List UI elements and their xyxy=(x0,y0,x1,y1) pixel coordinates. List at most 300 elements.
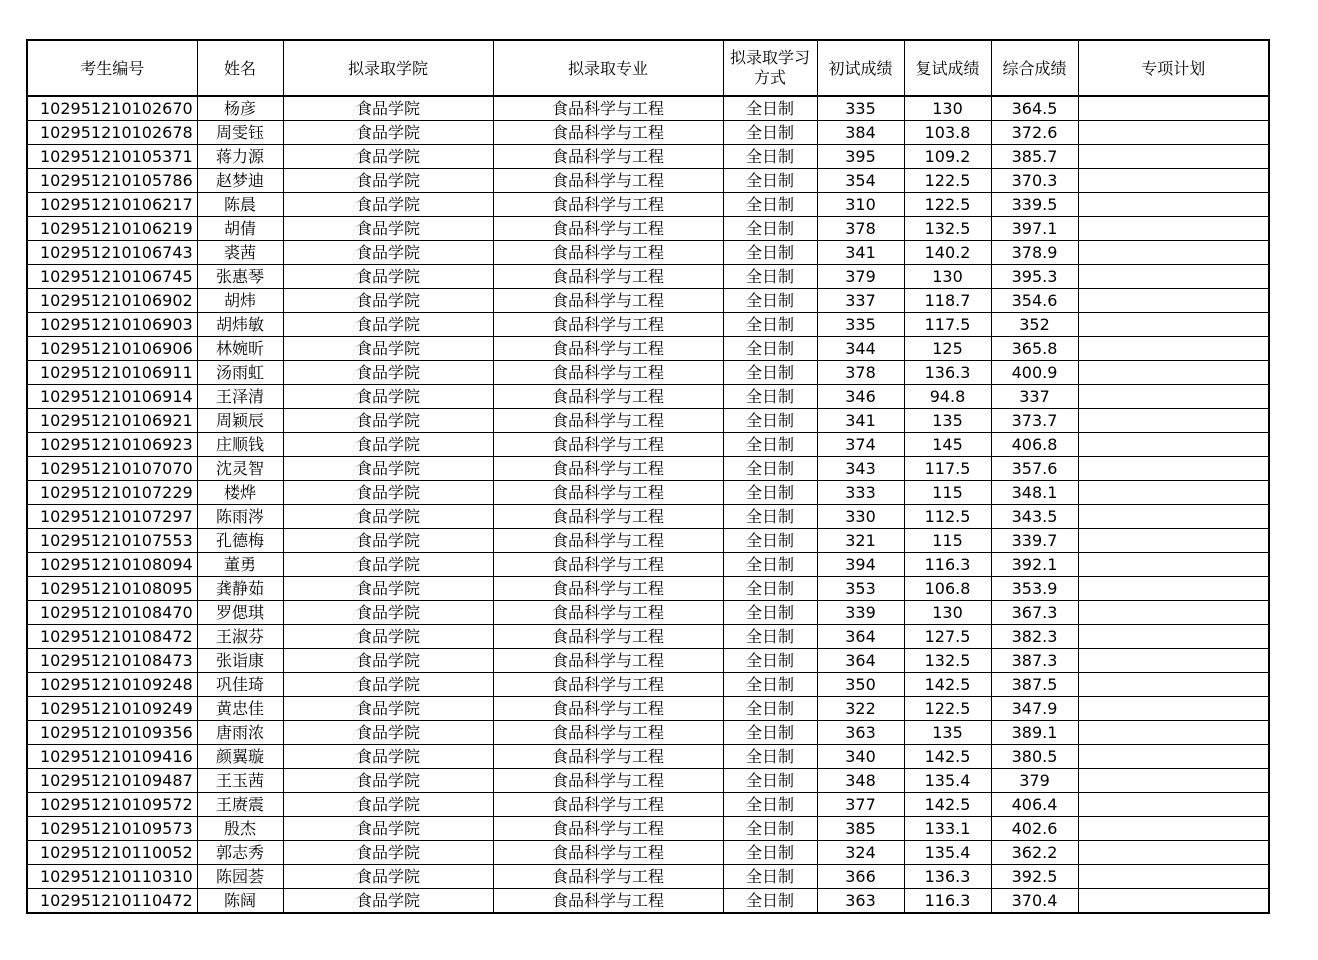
cell-college: 食品学院 xyxy=(283,745,493,769)
cell-total-score: 370.3 xyxy=(991,169,1078,193)
table-row xyxy=(27,817,1269,841)
table-row xyxy=(27,385,1269,409)
cell-college: 食品学院 xyxy=(283,169,493,193)
cell-special-plan xyxy=(1078,217,1269,241)
cell-major: 食品科学与工程 xyxy=(493,289,723,313)
cell-retest-score: 136.3 xyxy=(904,361,991,385)
cell-study-mode: 全日制 xyxy=(723,361,817,385)
table-row xyxy=(27,865,1269,889)
cell-retest-score: 117.5 xyxy=(904,457,991,481)
cell-name: 王玉茜 xyxy=(197,769,283,793)
cell-candidate-id: 102951210106219 xyxy=(27,217,197,241)
cell-total-score: 353.9 xyxy=(991,577,1078,601)
cell-retest-score: 132.5 xyxy=(904,649,991,673)
cell-total-score: 362.2 xyxy=(991,841,1078,865)
cell-name: 陈阔 xyxy=(197,889,283,914)
cell-study-mode: 全日制 xyxy=(723,481,817,505)
cell-total-score: 357.6 xyxy=(991,457,1078,481)
cell-name: 汤雨虹 xyxy=(197,361,283,385)
cell-retest-score: 122.5 xyxy=(904,169,991,193)
cell-initial-score: 341 xyxy=(817,409,904,433)
cell-major: 食品科学与工程 xyxy=(493,337,723,361)
cell-initial-score: 333 xyxy=(817,481,904,505)
admission-list-sheet xyxy=(26,39,1270,914)
cell-college: 食品学院 xyxy=(283,193,493,217)
cell-retest-score: 135.4 xyxy=(904,769,991,793)
cell-retest-score: 142.5 xyxy=(904,745,991,769)
cell-retest-score: 135 xyxy=(904,409,991,433)
cell-special-plan xyxy=(1078,625,1269,649)
cell-name: 胡炜敏 xyxy=(197,313,283,337)
header-study-mode: 拟录取学习方式 xyxy=(723,40,817,96)
cell-study-mode: 全日制 xyxy=(723,841,817,865)
cell-major: 食品科学与工程 xyxy=(493,673,723,697)
cell-study-mode: 全日制 xyxy=(723,505,817,529)
table-row xyxy=(27,529,1269,553)
cell-candidate-id: 102951210109248 xyxy=(27,673,197,697)
cell-candidate-id: 102951210109356 xyxy=(27,721,197,745)
cell-college: 食品学院 xyxy=(283,769,493,793)
cell-college: 食品学院 xyxy=(283,145,493,169)
cell-study-mode: 全日制 xyxy=(723,337,817,361)
cell-initial-score: 363 xyxy=(817,721,904,745)
table-row xyxy=(27,289,1269,313)
cell-total-score: 397.1 xyxy=(991,217,1078,241)
cell-total-score: 354.6 xyxy=(991,289,1078,313)
cell-initial-score: 378 xyxy=(817,217,904,241)
cell-candidate-id: 102951210106921 xyxy=(27,409,197,433)
cell-special-plan xyxy=(1078,265,1269,289)
cell-initial-score: 344 xyxy=(817,337,904,361)
cell-candidate-id: 102951210105371 xyxy=(27,145,197,169)
cell-college: 食品学院 xyxy=(283,817,493,841)
cell-candidate-id: 102951210108470 xyxy=(27,601,197,625)
cell-special-plan xyxy=(1078,361,1269,385)
cell-total-score: 395.3 xyxy=(991,265,1078,289)
cell-total-score: 382.3 xyxy=(991,625,1078,649)
cell-total-score: 402.6 xyxy=(991,817,1078,841)
cell-special-plan xyxy=(1078,96,1269,121)
cell-college: 食品学院 xyxy=(283,649,493,673)
cell-major: 食品科学与工程 xyxy=(493,865,723,889)
cell-major: 食品科学与工程 xyxy=(493,193,723,217)
cell-candidate-id: 102951210107553 xyxy=(27,529,197,553)
cell-name: 王泽清 xyxy=(197,385,283,409)
cell-name: 殷杰 xyxy=(197,817,283,841)
cell-major: 食品科学与工程 xyxy=(493,433,723,457)
cell-study-mode: 全日制 xyxy=(723,769,817,793)
cell-study-mode: 全日制 xyxy=(723,793,817,817)
cell-major: 食品科学与工程 xyxy=(493,577,723,601)
cell-total-score: 406.8 xyxy=(991,433,1078,457)
cell-college: 食品学院 xyxy=(283,265,493,289)
cell-initial-score: 374 xyxy=(817,433,904,457)
cell-total-score: 347.9 xyxy=(991,697,1078,721)
table-row xyxy=(27,577,1269,601)
cell-study-mode: 全日制 xyxy=(723,601,817,625)
cell-name: 张惠琴 xyxy=(197,265,283,289)
cell-total-score: 380.5 xyxy=(991,745,1078,769)
cell-total-score: 352 xyxy=(991,313,1078,337)
cell-study-mode: 全日制 xyxy=(723,457,817,481)
cell-candidate-id: 102951210109249 xyxy=(27,697,197,721)
cell-major: 食品科学与工程 xyxy=(493,505,723,529)
cell-retest-score: 132.5 xyxy=(904,217,991,241)
cell-study-mode: 全日制 xyxy=(723,145,817,169)
cell-initial-score: 343 xyxy=(817,457,904,481)
cell-initial-score: 339 xyxy=(817,601,904,625)
table-row xyxy=(27,649,1269,673)
table-row xyxy=(27,769,1269,793)
table-row xyxy=(27,217,1269,241)
cell-candidate-id: 102951210109487 xyxy=(27,769,197,793)
cell-total-score: 339.5 xyxy=(991,193,1078,217)
cell-retest-score: 94.8 xyxy=(904,385,991,409)
cell-major: 食品科学与工程 xyxy=(493,889,723,914)
cell-special-plan xyxy=(1078,289,1269,313)
cell-candidate-id: 102951210106902 xyxy=(27,289,197,313)
cell-major: 食品科学与工程 xyxy=(493,361,723,385)
cell-name: 孔德梅 xyxy=(197,529,283,553)
cell-name: 王赓震 xyxy=(197,793,283,817)
cell-total-score: 373.7 xyxy=(991,409,1078,433)
cell-name: 巩佳琦 xyxy=(197,673,283,697)
cell-retest-score: 140.2 xyxy=(904,241,991,265)
cell-special-plan xyxy=(1078,553,1269,577)
cell-college: 食品学院 xyxy=(283,241,493,265)
cell-initial-score: 364 xyxy=(817,625,904,649)
cell-candidate-id: 102951210105786 xyxy=(27,169,197,193)
cell-name: 张诣康 xyxy=(197,649,283,673)
cell-retest-score: 115 xyxy=(904,481,991,505)
cell-college: 食品学院 xyxy=(283,721,493,745)
cell-name: 王淑芬 xyxy=(197,625,283,649)
cell-total-score: 389.1 xyxy=(991,721,1078,745)
cell-college: 食品学院 xyxy=(283,385,493,409)
cell-name: 黄忠佳 xyxy=(197,697,283,721)
cell-special-plan xyxy=(1078,841,1269,865)
cell-initial-score: 346 xyxy=(817,385,904,409)
cell-retest-score: 135 xyxy=(904,721,991,745)
cell-major: 食品科学与工程 xyxy=(493,649,723,673)
cell-college: 食品学院 xyxy=(283,553,493,577)
cell-initial-score: 340 xyxy=(817,745,904,769)
cell-study-mode: 全日制 xyxy=(723,625,817,649)
cell-total-score: 387.3 xyxy=(991,649,1078,673)
cell-candidate-id: 102951210106745 xyxy=(27,265,197,289)
cell-initial-score: 348 xyxy=(817,769,904,793)
cell-name: 赵梦迪 xyxy=(197,169,283,193)
cell-candidate-id: 102951210106923 xyxy=(27,433,197,457)
cell-initial-score: 337 xyxy=(817,289,904,313)
cell-total-score: 337 xyxy=(991,385,1078,409)
cell-college: 食品学院 xyxy=(283,361,493,385)
cell-total-score: 367.3 xyxy=(991,601,1078,625)
cell-study-mode: 全日制 xyxy=(723,817,817,841)
cell-study-mode: 全日制 xyxy=(723,649,817,673)
cell-major: 食品科学与工程 xyxy=(493,625,723,649)
cell-retest-score: 103.8 xyxy=(904,121,991,145)
cell-study-mode: 全日制 xyxy=(723,289,817,313)
cell-candidate-id: 102951210106911 xyxy=(27,361,197,385)
cell-name: 董勇 xyxy=(197,553,283,577)
cell-study-mode: 全日制 xyxy=(723,697,817,721)
cell-name: 蒋力源 xyxy=(197,145,283,169)
cell-candidate-id: 102951210107297 xyxy=(27,505,197,529)
cell-total-score: 392.5 xyxy=(991,865,1078,889)
table-row xyxy=(27,96,1269,121)
cell-college: 食品学院 xyxy=(283,505,493,529)
cell-initial-score: 378 xyxy=(817,361,904,385)
cell-name: 楼烨 xyxy=(197,481,283,505)
cell-major: 食品科学与工程 xyxy=(493,145,723,169)
cell-college: 食品学院 xyxy=(283,865,493,889)
table-row xyxy=(27,241,1269,265)
cell-study-mode: 全日制 xyxy=(723,385,817,409)
cell-retest-score: 142.5 xyxy=(904,793,991,817)
header-name: 姓名 xyxy=(197,40,283,96)
cell-study-mode: 全日制 xyxy=(723,96,817,121)
cell-initial-score: 335 xyxy=(817,96,904,121)
cell-study-mode: 全日制 xyxy=(723,673,817,697)
cell-retest-score: 115 xyxy=(904,529,991,553)
header-college: 拟录取学院 xyxy=(283,40,493,96)
cell-special-plan xyxy=(1078,433,1269,457)
cell-retest-score: 116.3 xyxy=(904,553,991,577)
header-major: 拟录取专业 xyxy=(493,40,723,96)
cell-special-plan xyxy=(1078,697,1269,721)
cell-special-plan xyxy=(1078,649,1269,673)
cell-college: 食品学院 xyxy=(283,889,493,914)
table-row xyxy=(27,505,1269,529)
cell-special-plan xyxy=(1078,457,1269,481)
table-row xyxy=(27,193,1269,217)
cell-name: 罗偲琪 xyxy=(197,601,283,625)
cell-initial-score: 310 xyxy=(817,193,904,217)
cell-special-plan xyxy=(1078,769,1269,793)
cell-study-mode: 全日制 xyxy=(723,889,817,914)
cell-major: 食品科学与工程 xyxy=(493,745,723,769)
cell-study-mode: 全日制 xyxy=(723,409,817,433)
cell-retest-score: 106.8 xyxy=(904,577,991,601)
cell-study-mode: 全日制 xyxy=(723,265,817,289)
cell-name: 周颖辰 xyxy=(197,409,283,433)
cell-initial-score: 394 xyxy=(817,553,904,577)
table-row xyxy=(27,409,1269,433)
cell-college: 食品学院 xyxy=(283,409,493,433)
cell-special-plan xyxy=(1078,385,1269,409)
cell-name: 庄顺钱 xyxy=(197,433,283,457)
cell-retest-score: 130 xyxy=(904,96,991,121)
cell-candidate-id: 102951210108094 xyxy=(27,553,197,577)
cell-name: 沈灵智 xyxy=(197,457,283,481)
cell-retest-score: 135.4 xyxy=(904,841,991,865)
table-row xyxy=(27,265,1269,289)
table-row xyxy=(27,481,1269,505)
cell-college: 食品学院 xyxy=(283,793,493,817)
table-row xyxy=(27,121,1269,145)
header-retest-score: 复试成绩 xyxy=(904,40,991,96)
cell-total-score: 343.5 xyxy=(991,505,1078,529)
cell-candidate-id: 102951210106914 xyxy=(27,385,197,409)
cell-candidate-id: 102951210102678 xyxy=(27,121,197,145)
cell-study-mode: 全日制 xyxy=(723,745,817,769)
cell-retest-score: 118.7 xyxy=(904,289,991,313)
cell-initial-score: 366 xyxy=(817,865,904,889)
cell-initial-score: 335 xyxy=(817,313,904,337)
cell-college: 食品学院 xyxy=(283,121,493,145)
cell-special-plan xyxy=(1078,745,1269,769)
cell-college: 食品学院 xyxy=(283,481,493,505)
cell-special-plan xyxy=(1078,865,1269,889)
cell-study-mode: 全日制 xyxy=(723,865,817,889)
cell-name: 陈雨涔 xyxy=(197,505,283,529)
cell-college: 食品学院 xyxy=(283,673,493,697)
cell-study-mode: 全日制 xyxy=(723,313,817,337)
table-row xyxy=(27,145,1269,169)
cell-initial-score: 385 xyxy=(817,817,904,841)
cell-special-plan xyxy=(1078,337,1269,361)
cell-study-mode: 全日制 xyxy=(723,169,817,193)
cell-candidate-id: 102951210109572 xyxy=(27,793,197,817)
cell-initial-score: 321 xyxy=(817,529,904,553)
cell-special-plan xyxy=(1078,145,1269,169)
cell-candidate-id: 102951210106743 xyxy=(27,241,197,265)
cell-total-score: 348.1 xyxy=(991,481,1078,505)
cell-college: 食品学院 xyxy=(283,457,493,481)
cell-major: 食品科学与工程 xyxy=(493,385,723,409)
cell-special-plan xyxy=(1078,505,1269,529)
cell-initial-score: 330 xyxy=(817,505,904,529)
table-row xyxy=(27,361,1269,385)
cell-major: 食品科学与工程 xyxy=(493,769,723,793)
cell-major: 食品科学与工程 xyxy=(493,841,723,865)
table-row xyxy=(27,793,1269,817)
table-row xyxy=(27,169,1269,193)
cell-candidate-id: 102951210110052 xyxy=(27,841,197,865)
cell-name: 陈园荟 xyxy=(197,865,283,889)
cell-major: 食品科学与工程 xyxy=(493,121,723,145)
cell-study-mode: 全日制 xyxy=(723,577,817,601)
cell-college: 食品学院 xyxy=(283,96,493,121)
cell-special-plan xyxy=(1078,313,1269,337)
cell-major: 食品科学与工程 xyxy=(493,217,723,241)
table-row xyxy=(27,745,1269,769)
cell-name: 林婉昕 xyxy=(197,337,283,361)
table-row xyxy=(27,553,1269,577)
cell-total-score: 406.4 xyxy=(991,793,1078,817)
cell-retest-score: 117.5 xyxy=(904,313,991,337)
cell-candidate-id: 102951210110310 xyxy=(27,865,197,889)
cell-name: 陈晨 xyxy=(197,193,283,217)
cell-study-mode: 全日制 xyxy=(723,217,817,241)
cell-retest-score: 122.5 xyxy=(904,193,991,217)
table-row xyxy=(27,601,1269,625)
cell-special-plan xyxy=(1078,121,1269,145)
cell-candidate-id: 102951210102670 xyxy=(27,96,197,121)
cell-major: 食品科学与工程 xyxy=(493,481,723,505)
cell-initial-score: 364 xyxy=(817,649,904,673)
cell-name: 唐雨浓 xyxy=(197,721,283,745)
cell-candidate-id: 102951210106903 xyxy=(27,313,197,337)
cell-retest-score: 145 xyxy=(904,433,991,457)
table-row xyxy=(27,337,1269,361)
cell-special-plan xyxy=(1078,169,1269,193)
header-special-plan: 专项计划 xyxy=(1078,40,1269,96)
cell-college: 食品学院 xyxy=(283,601,493,625)
cell-special-plan xyxy=(1078,673,1269,697)
cell-candidate-id: 102951210106217 xyxy=(27,193,197,217)
cell-college: 食品学院 xyxy=(283,625,493,649)
cell-college: 食品学院 xyxy=(283,841,493,865)
table-header-row xyxy=(27,40,1269,96)
cell-name: 胡炜 xyxy=(197,289,283,313)
cell-special-plan xyxy=(1078,793,1269,817)
cell-special-plan xyxy=(1078,529,1269,553)
cell-special-plan xyxy=(1078,577,1269,601)
cell-college: 食品学院 xyxy=(283,697,493,721)
header-total-score: 综合成绩 xyxy=(991,40,1078,96)
cell-candidate-id: 102951210107229 xyxy=(27,481,197,505)
table-row xyxy=(27,841,1269,865)
cell-initial-score: 395 xyxy=(817,145,904,169)
cell-candidate-id: 102951210109573 xyxy=(27,817,197,841)
cell-major: 食品科学与工程 xyxy=(493,553,723,577)
cell-special-plan xyxy=(1078,409,1269,433)
cell-candidate-id: 102951210108473 xyxy=(27,649,197,673)
cell-special-plan xyxy=(1078,601,1269,625)
cell-retest-score: 127.5 xyxy=(904,625,991,649)
cell-candidate-id: 102951210107070 xyxy=(27,457,197,481)
table-row xyxy=(27,625,1269,649)
cell-special-plan xyxy=(1078,193,1269,217)
cell-study-mode: 全日制 xyxy=(723,553,817,577)
cell-candidate-id: 102951210108095 xyxy=(27,577,197,601)
cell-initial-score: 379 xyxy=(817,265,904,289)
cell-major: 食品科学与工程 xyxy=(493,241,723,265)
cell-total-score: 387.5 xyxy=(991,673,1078,697)
cell-name: 裘茜 xyxy=(197,241,283,265)
cell-total-score: 339.7 xyxy=(991,529,1078,553)
cell-college: 食品学院 xyxy=(283,529,493,553)
header-initial-score: 初试成绩 xyxy=(817,40,904,96)
cell-total-score: 364.5 xyxy=(991,96,1078,121)
cell-study-mode: 全日制 xyxy=(723,241,817,265)
cell-college: 食品学院 xyxy=(283,337,493,361)
cell-college: 食品学院 xyxy=(283,577,493,601)
cell-study-mode: 全日制 xyxy=(723,121,817,145)
cell-name: 颜翼璇 xyxy=(197,745,283,769)
cell-retest-score: 130 xyxy=(904,265,991,289)
cell-total-score: 378.9 xyxy=(991,241,1078,265)
cell-initial-score: 324 xyxy=(817,841,904,865)
table-row xyxy=(27,313,1269,337)
table-body xyxy=(27,96,1269,913)
cell-major: 食品科学与工程 xyxy=(493,96,723,121)
table-row xyxy=(27,697,1269,721)
cell-study-mode: 全日制 xyxy=(723,529,817,553)
cell-study-mode: 全日制 xyxy=(723,433,817,457)
cell-major: 食品科学与工程 xyxy=(493,313,723,337)
cell-retest-score: 125 xyxy=(904,337,991,361)
cell-total-score: 365.8 xyxy=(991,337,1078,361)
cell-study-mode: 全日制 xyxy=(723,193,817,217)
cell-total-score: 392.1 xyxy=(991,553,1078,577)
cell-initial-score: 354 xyxy=(817,169,904,193)
cell-retest-score: 133.1 xyxy=(904,817,991,841)
cell-major: 食品科学与工程 xyxy=(493,169,723,193)
cell-major: 食品科学与工程 xyxy=(493,409,723,433)
